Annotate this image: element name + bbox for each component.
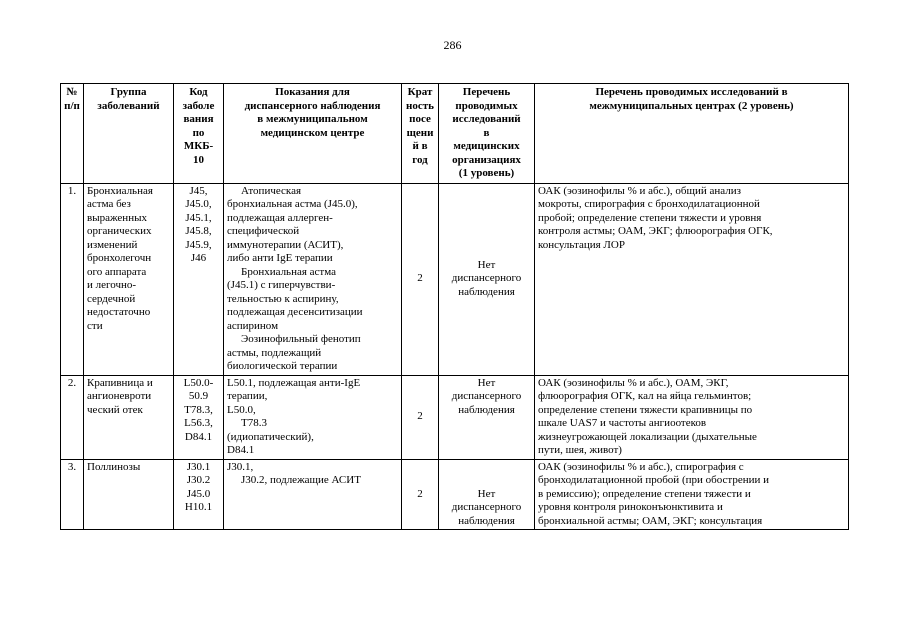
indication-line: тельностью к аспирину, [227, 292, 339, 305]
level1-studies [439, 459, 535, 530]
row-number: 3. [61, 459, 84, 530]
indication-line: J30.1, [227, 460, 254, 473]
cell-line: жизнеугрожающей локализации (дыхательные [538, 430, 757, 443]
indication-line: бронхиальная астма (J45.0), [227, 198, 358, 210]
cell-line: наблюдения [458, 285, 515, 298]
indication-line: либо анти IgE терапии [227, 252, 333, 264]
header-indications [224, 84, 402, 184]
cell-line: изменений [87, 238, 138, 251]
header-line: медицинском центре [260, 126, 365, 139]
cell-line: наблюдения [458, 403, 515, 416]
header-line: Показания для [275, 86, 350, 98]
header-line: Перечень проводимых исследований в [595, 86, 788, 98]
cell-line: и легочно- [87, 279, 137, 291]
cell-line: определение степени тяжести крапивницы по [538, 403, 753, 416]
cell-line: Крапивница и [87, 376, 153, 389]
header-line: по [192, 126, 205, 139]
header-line: исследований [452, 113, 521, 125]
cell-line: в ремиссию); определение степени тяжести и [538, 487, 751, 500]
header-line: вания [183, 113, 214, 125]
cell-line: J45, [189, 184, 208, 197]
header-line: Группа [110, 86, 147, 98]
cell-line: бронходилатационной пробой (при обострении и [538, 474, 770, 486]
header-line: (1 уровень) [458, 167, 515, 179]
icd-codes [174, 375, 224, 459]
header-icd-code [174, 84, 224, 184]
header-line: № [66, 86, 78, 98]
disease-group [84, 183, 174, 375]
cell-line: ОАК (эозинофилы % и абс.), ОАМ, ЭКГ, [538, 376, 729, 389]
dispensary-table [60, 83, 849, 530]
cell-line: J30.1 [186, 460, 211, 473]
header-line: й в [412, 140, 428, 152]
cell-line: 50.9 [188, 390, 209, 402]
cell-line: диспансерного [451, 272, 522, 285]
indication-line: иммунотерапии (АСИТ), [227, 238, 344, 251]
indication-line: подлежащая аллерген- [227, 211, 333, 224]
cell-line: наблюдения [458, 514, 515, 527]
header-frequency [402, 84, 439, 184]
cell-line: ческий отек [87, 403, 143, 416]
cell-line: L56.3, [184, 417, 213, 429]
cell-line: флюорография ОГК, кал на яйца гельминтов; [538, 390, 752, 402]
indications [224, 183, 402, 375]
cell-line: пути, шея, живот) [538, 444, 622, 456]
cell-line: астма без [87, 198, 131, 210]
cell-line: J45.9, [185, 238, 212, 251]
indication-line: Атопическая [241, 184, 302, 197]
cell-line: диспансерного [451, 390, 522, 402]
header-line: 10 [193, 153, 204, 166]
header-line: Код [189, 86, 208, 98]
indication-line: (J45.1) с гиперчувстви- [227, 279, 336, 291]
cell-line: выраженных [87, 211, 147, 224]
header-line: Перечень [462, 86, 511, 98]
header-line: диспансерного наблюдения [244, 99, 381, 112]
cell-line: J30.2 [186, 474, 211, 486]
row-number: 2. [61, 375, 84, 459]
cell-line: J45.0, [185, 198, 212, 210]
cell-line: Нет [477, 258, 496, 271]
cell-line: L50.0- [183, 376, 214, 389]
header-line: в [483, 126, 490, 139]
header-line: щени [406, 126, 434, 139]
indications [224, 375, 402, 459]
cell-line: Нет [477, 376, 496, 389]
cell-line: ОАК (эозинофилы % и абс.), спирография с [538, 460, 744, 473]
header-line: межмуниципальных центрах (2 уровень) [589, 99, 794, 112]
cell-line: контроля астмы; ОАМ, ЭКГ; флюорография ОГК, [538, 225, 773, 237]
table-row [61, 375, 849, 459]
header-line: заболе [182, 99, 215, 112]
cell-line: органических [87, 225, 152, 237]
cell-line: D84.1 [184, 430, 213, 443]
disease-group [84, 375, 174, 459]
header-line: организациях [452, 153, 521, 166]
header-line: ность [406, 99, 434, 112]
page-number: 286 [443, 38, 462, 52]
cell-line: пробой; определение степени тяжести и уровня [538, 211, 762, 224]
cell-line: J45.0 [186, 487, 211, 500]
indication-line: (идиопатический), [227, 430, 314, 443]
visit-frequency: 2 [402, 375, 439, 459]
indication-line: астмы, подлежащий [227, 346, 322, 359]
visit-frequency: 2 [402, 183, 439, 375]
indication-line: L50.0, [227, 403, 256, 416]
header-line: проводимых [455, 99, 518, 112]
indication-line: Бронхиальная астма [241, 265, 336, 278]
header-line: МКБ- [183, 140, 214, 152]
table-row [61, 183, 849, 375]
header-line: в межмуниципальном [257, 113, 368, 125]
indication-line: J30.2, подлежащие АСИТ [241, 474, 361, 486]
level1-studies [439, 183, 535, 375]
cell-line: ангионевроти [87, 390, 152, 402]
row-number: 1. [61, 183, 84, 375]
header-line: год [412, 153, 428, 166]
cell-line: диспансерного [451, 501, 522, 513]
header-group [84, 84, 174, 184]
header-level2 [535, 84, 849, 184]
header-line: заболеваний [97, 99, 160, 112]
cell-line: бронхолегочн [87, 252, 152, 264]
cell-line: бронхиальной астмы; ОАМ, ЭКГ; консультация [538, 514, 763, 527]
cell-line: J46 [190, 252, 207, 264]
icd-codes [174, 183, 224, 375]
table-header-row [61, 84, 849, 184]
indication-line: специфической [227, 225, 300, 237]
cell-line: мокроты, спирография с бронходилатационной [538, 198, 760, 210]
cell-line: сти [87, 319, 103, 332]
cell-line: ого аппарата [87, 265, 147, 278]
icd-codes [174, 459, 224, 530]
header-line: п/п [64, 99, 80, 112]
cell-line: H10.1 [184, 501, 213, 513]
level2-studies [535, 375, 849, 459]
cell-line: J45.8, [185, 225, 212, 237]
level1-studies [439, 375, 535, 459]
header-line: посе [409, 113, 431, 125]
cell-line: Поллинозы [87, 460, 141, 473]
indications [224, 459, 402, 530]
cell-line: J45.1, [185, 211, 212, 224]
indication-line: L50.1, подлежащая анти-IgE [227, 376, 361, 389]
indication-line: Эозинофильный фенотип [241, 333, 361, 345]
header-line: медицинских [453, 140, 520, 152]
header-number [61, 84, 84, 184]
level2-studies [535, 183, 849, 375]
cell-line: сердечной [87, 292, 136, 305]
cell-line: Бронхиальная [87, 184, 153, 197]
indication-line: терапии, [227, 390, 268, 402]
indication-line: аспирином [227, 319, 279, 332]
cell-line: недостаточно [87, 306, 151, 318]
cell-line: уровня контроля риноконъюнктивита и [538, 501, 723, 513]
indication-line: D84.1 [227, 444, 255, 456]
indication-line: T78.3 [241, 417, 267, 429]
level2-studies [535, 459, 849, 530]
indication-line: биологической терапии [227, 360, 338, 372]
indication-line: подлежащая десенситизации [227, 306, 363, 318]
header-level1 [439, 84, 535, 184]
cell-line: ОАК (эозинофилы % и абс.), общий анализ [538, 184, 741, 197]
disease-group [84, 459, 174, 530]
header-line: Крат [407, 86, 433, 98]
cell-line: шкале UAS7 и частоты ангиоотеков [538, 417, 707, 429]
visit-frequency: 2 [402, 459, 439, 530]
table-row [61, 459, 849, 530]
cell-line: T78.3, [184, 403, 213, 416]
cell-line: консультация ЛОР [538, 238, 625, 251]
cell-line: Нет [477, 487, 496, 500]
